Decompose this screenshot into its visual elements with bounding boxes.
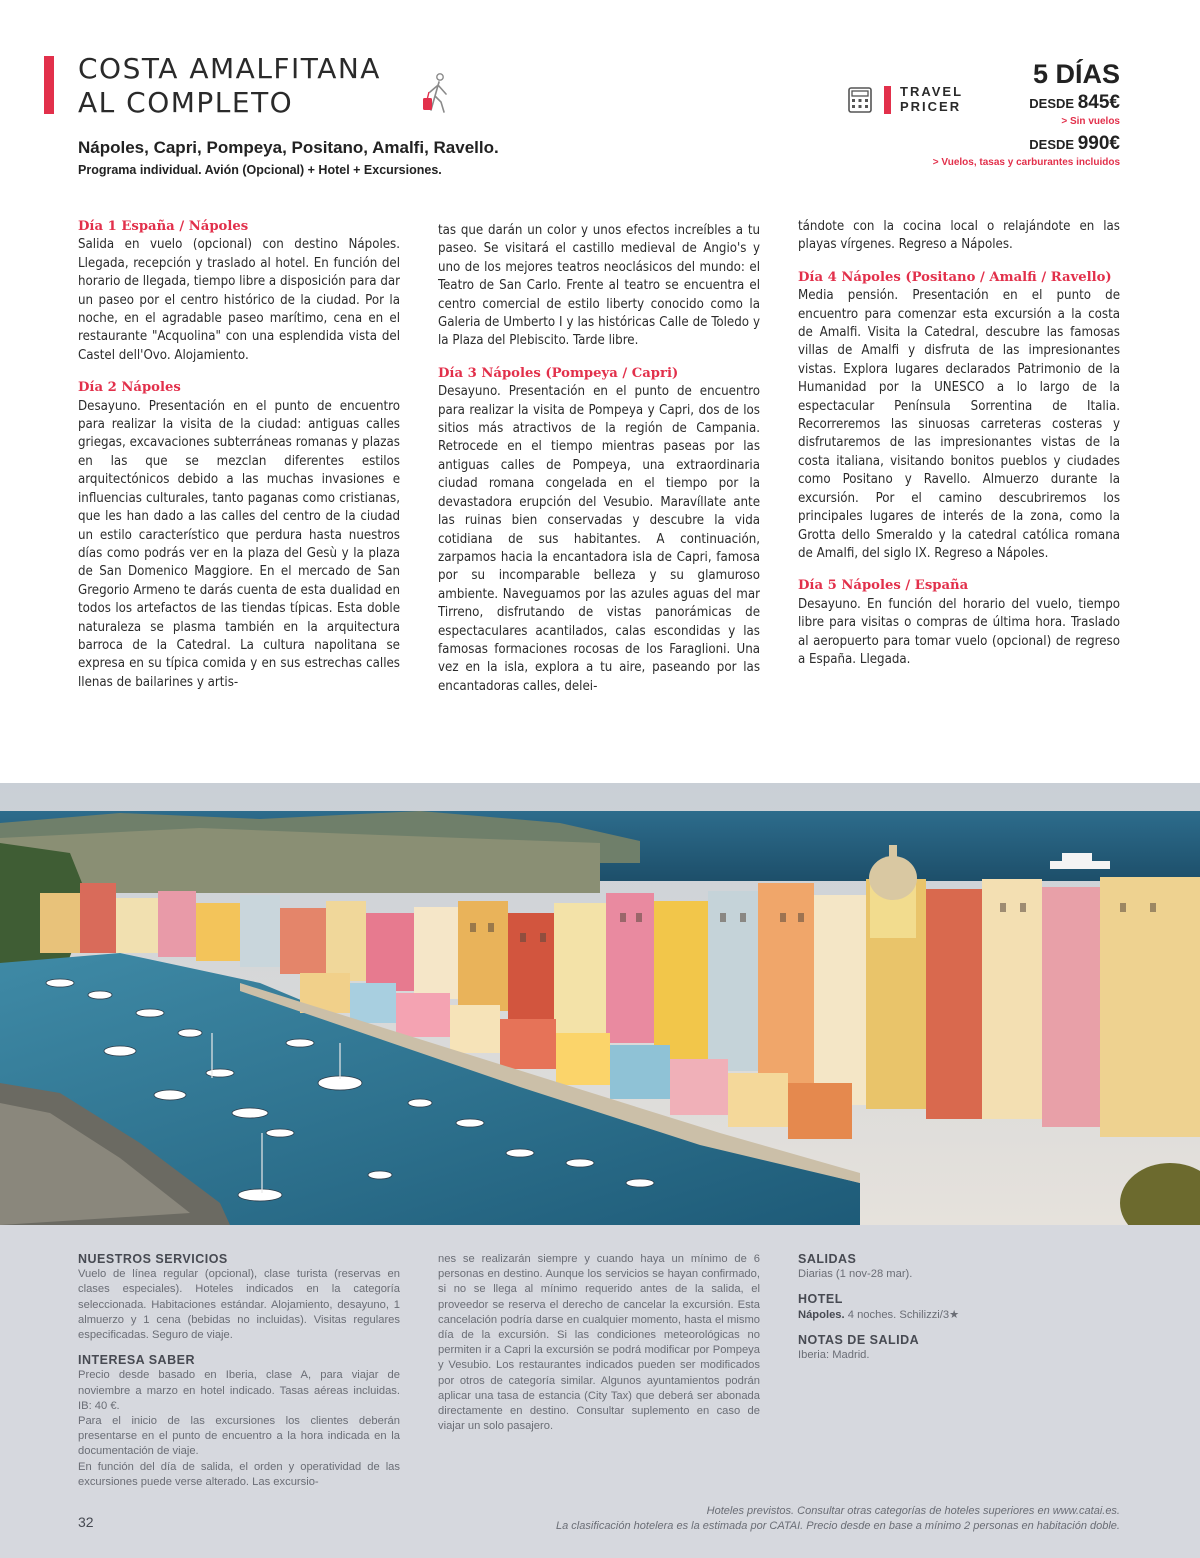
price-amount: 845€ bbox=[1077, 92, 1120, 113]
day-2-text: Desayuno. Presentación en el punto de encuentro para realizar la visita de la ciudad: antiguas calles griegas, excavaciones subterráneas romanas y plazas en las que se mezclan diferentes estilos arquitectónicos debido a las muchas invasiones e influencias culturales, tanto paganas como cristianas, que les han dado a las calles del centro de la ciudad un estilo característico que perdura hasta nuestros días como podrás ver en la plaza del Gesù y la plaza de San Domenico Maggiore. En el mercado de San Gregorio Armeno te darás cuenta de esta dualidad en todos los artefactos de las tiendas típicas. Esta doble naturaleza se plasma también en la arquitectura barroca de la Catedral. La cultura napolitana se expresa en su típica comida y en sus estrechas calles llenas de bailarines y artis- bbox=[78, 398, 400, 690]
salidas-heading: SALIDAS bbox=[798, 1252, 857, 1266]
info-column-3 bbox=[798, 1252, 1120, 1363]
harbor-village-photo bbox=[0, 783, 1200, 1225]
itinerary-column-1 bbox=[78, 218, 400, 692]
day-2-title: Día 2 Nápoles bbox=[78, 380, 181, 396]
trip-duration: 5 DÍAS bbox=[1032, 59, 1120, 89]
footnote-line-2: La clasificación hotelera es la estimada por CATAI. Precio desde en base a mínimo 2 personas en habitación doble. bbox=[556, 1520, 1120, 1532]
hotel-heading: HOTEL bbox=[798, 1292, 843, 1307]
day-1-text: Salida en vuelo (opcional) con destino Nápoles. Llegada, recepción y traslado al hotel. En función del horario de llegada, tiempo libre a disposición para dar un paseo por el centro histórico de la ciudad. Por la noche, en el agradable paseo marítimo, cena en el restaurante "Acquolina" con una esplendida vista del Castel dell'Ovo. Alojamiento. bbox=[78, 237, 400, 363]
page-number: 32 bbox=[78, 1514, 94, 1530]
price-without-flights bbox=[933, 92, 1120, 114]
itinerary-column-3 bbox=[798, 218, 1120, 669]
notas-text: Iberia: Madrid. bbox=[798, 1349, 870, 1362]
footnote-line-1: Hoteles previstos. Consultar otras categorías de hoteles superiores en www.catai.es. bbox=[706, 1505, 1120, 1517]
travel-pricer-accent bbox=[884, 86, 891, 114]
day-4-title: Día 4 Nápoles (Positano / Amalfi / Ravello) bbox=[798, 269, 1112, 285]
price-with-flights bbox=[933, 133, 1120, 155]
price-note-no-flights: > Sin vuelos bbox=[1061, 116, 1120, 127]
title-line-2: AL COMPLETO bbox=[78, 86, 294, 119]
day-3-text: Desayuno. Presentación en el punto de encuentro para realizar la visita de Pompeya y Capri, dos de los sitios más atractivos de la región de Campania. Retrocede en el tiempo mientras paseas por las antiguas calles de Pompeya, una extraordinaria ciudad romana congelada en el tiempo por la devastadora erupción del Vesubio. Maravíllate ante las ruinas bien conservadas y descubre la vida cotidiana de sus habitantes. A continuación, zarpamos hacia la encantadora isla de Capri, famosa por su incomparable belleza y su glamuroso ambiente. Naveguamos por las azules aguas del mar Tirreno, disfrutando de vistas panorámicas de espectaculares acantilados, calas escondidas y las famosas formaciones rocosas de los Faraglioni. Una vez en la isla, explora a tu aire, paseando por las encantadoras calles, delei- bbox=[438, 384, 760, 694]
day-2-text-continued: tas que darán un color y unos efectos increíbles a tu paseo. Se visitará el castillo medieval de Angio's y uno de los mejores teatros neoclásicos del mundo: el Teatro de San Carlo. Frente al teatro se encuentra el centro comercial de estilo liberty conocido como la Galeria de Umberto I y las históricas Calle de Toledo y la Plaza del Plebiscito. Tarde libre. bbox=[438, 223, 760, 349]
salidas-text: Diarias (1 nov-28 mar). bbox=[798, 1268, 913, 1281]
travel-pricer-line-1: TRAVEL bbox=[900, 84, 964, 99]
desde-label: DESDE bbox=[1029, 137, 1075, 152]
price-block bbox=[933, 58, 1120, 168]
interesa-text-3: En función del día de salida, el orden y operatividad de las excursiones puede verse alterado. Las excursio- bbox=[78, 1460, 400, 1488]
day-5-title: Día 5 Nápoles / España bbox=[798, 578, 969, 594]
calculator-icon bbox=[848, 87, 872, 113]
servicios-heading: NUESTROS SERVICIOS bbox=[78, 1252, 228, 1266]
desde-label: DESDE bbox=[1029, 96, 1075, 111]
hotel-details: 4 noches. Schilizzi/3★ bbox=[847, 1308, 960, 1321]
footnote bbox=[556, 1504, 1120, 1534]
info-column-1 bbox=[78, 1252, 400, 1490]
page-title bbox=[78, 52, 381, 120]
day-5-text: Desayuno. En función del horario del vuelo, tiempo libre para visitas o compras de última hora. Traslado al aeropuerto para tomar vuelo (opcional) de regreso a España. Llegada. bbox=[798, 596, 1120, 667]
title-accent-bar bbox=[44, 56, 54, 114]
interesa-text-1: Precio desde basado en Iberia, clase A, para viajar de noviembre a marzo en hotel indicado. Tasas aéreas incluidas. IB: 40 €. bbox=[78, 1369, 400, 1412]
title-line-1: COSTA AMALFITANA bbox=[78, 52, 381, 85]
program-description: Programa individual. Avión (Opcional) + Hotel + Excursiones. bbox=[78, 163, 442, 177]
harbor-photo-illustration bbox=[0, 783, 1200, 1225]
route-subtitle: Nápoles, Capri, Pompeya, Positano, Amalfi, Ravello. bbox=[78, 138, 499, 157]
hotel-text bbox=[798, 1308, 1120, 1323]
day-3-text-continued: tándote con la cocina local o relajándote en las playas vírgenes. Regreso a Nápoles. bbox=[798, 219, 1120, 253]
interesa-text-continued: nes se realizarán siempre y cuando haya un mínimo de 6 personas en destino. Aunque los servicios se hayan confirmado, si no se llega al mínimo requerido antes de la salida, el proveedor se reserva el derecho de cancelar la excursión. Esta cancelación podría darse en cualquier momento, hasta el mismo día de la excursión. Si las condiciones meteorológicas no permiten ir a Capri la excursión se podrá modificar por Pompeya y Vesubio. Los restaurantes indicados pueden ser modificados por otros de categoría similar. Algunos ayuntamientos podrán aplicar una tasa de estancia (City Tax) que deberá ser abonada directamente en destino. Consultar suplemento en caso de viajar un solo pasajero. bbox=[438, 1253, 760, 1433]
info-column-2 bbox=[438, 1252, 760, 1434]
traveler-walking-icon bbox=[420, 72, 456, 114]
day-4-text: Media pensión. Presentación en el punto de encuentro para comenzar esta excursión a la costa de Amalfi. Visita la Catedral, descubre las famosas villas de Amalfi y disfruta de las impresionantes vistas. Explora lugares declarados Patrimonio de la Humanidad por la UNESCO a lo largo de la espectacular Península Sorrentina de Italia. Recorreremos las sinuosas carreteras costeras y disfrutaremos de las impresionantes vistas de la costa italiana, visitando bonitos pueblos y ciudades como Positano y Ravello. Almuerzo durante la excursión. Por el camino descubriremos los principales lugares de interés de la zona, como la Grotta dello Smeraldo y la catedral católica romana de Amalfi, del siglo IX. Regreso a Nápoles. bbox=[798, 288, 1120, 561]
interesa-text-2: Para el inicio de las excursiones los clientes deberán presentarse en el punto de encuentro a la hora indicada en la documentación de viaje. bbox=[78, 1415, 400, 1458]
hotel-city: Nápoles. bbox=[798, 1308, 845, 1321]
interesa-heading: INTERESA SABER bbox=[78, 1353, 195, 1368]
travel-pricer-line-2: PRICER bbox=[900, 99, 962, 114]
notas-heading: NOTAS DE SALIDA bbox=[798, 1332, 920, 1347]
day-1-title: Día 1 España / Nápoles bbox=[78, 219, 249, 234]
price-amount: 990€ bbox=[1077, 133, 1120, 154]
servicios-text: Vuelo de línea regular (opcional), clase turista (reservas en clases especiales). Hoteles indicados en la categoría seleccionada. Habitaciones estándar. Alojamiento, desayuno, 1 almuerzo y 1 cena (bebidas no incluidas). Visitas regulares especificadas. Seguro de viaje. bbox=[78, 1268, 400, 1342]
day-3-title: Día 3 Nápoles (Pompeya / Capri) bbox=[438, 365, 679, 381]
price-note-with-flights: > Vuelos, tasas y carburantes incluidos bbox=[932, 157, 1120, 168]
itinerary-column-2 bbox=[438, 222, 760, 696]
